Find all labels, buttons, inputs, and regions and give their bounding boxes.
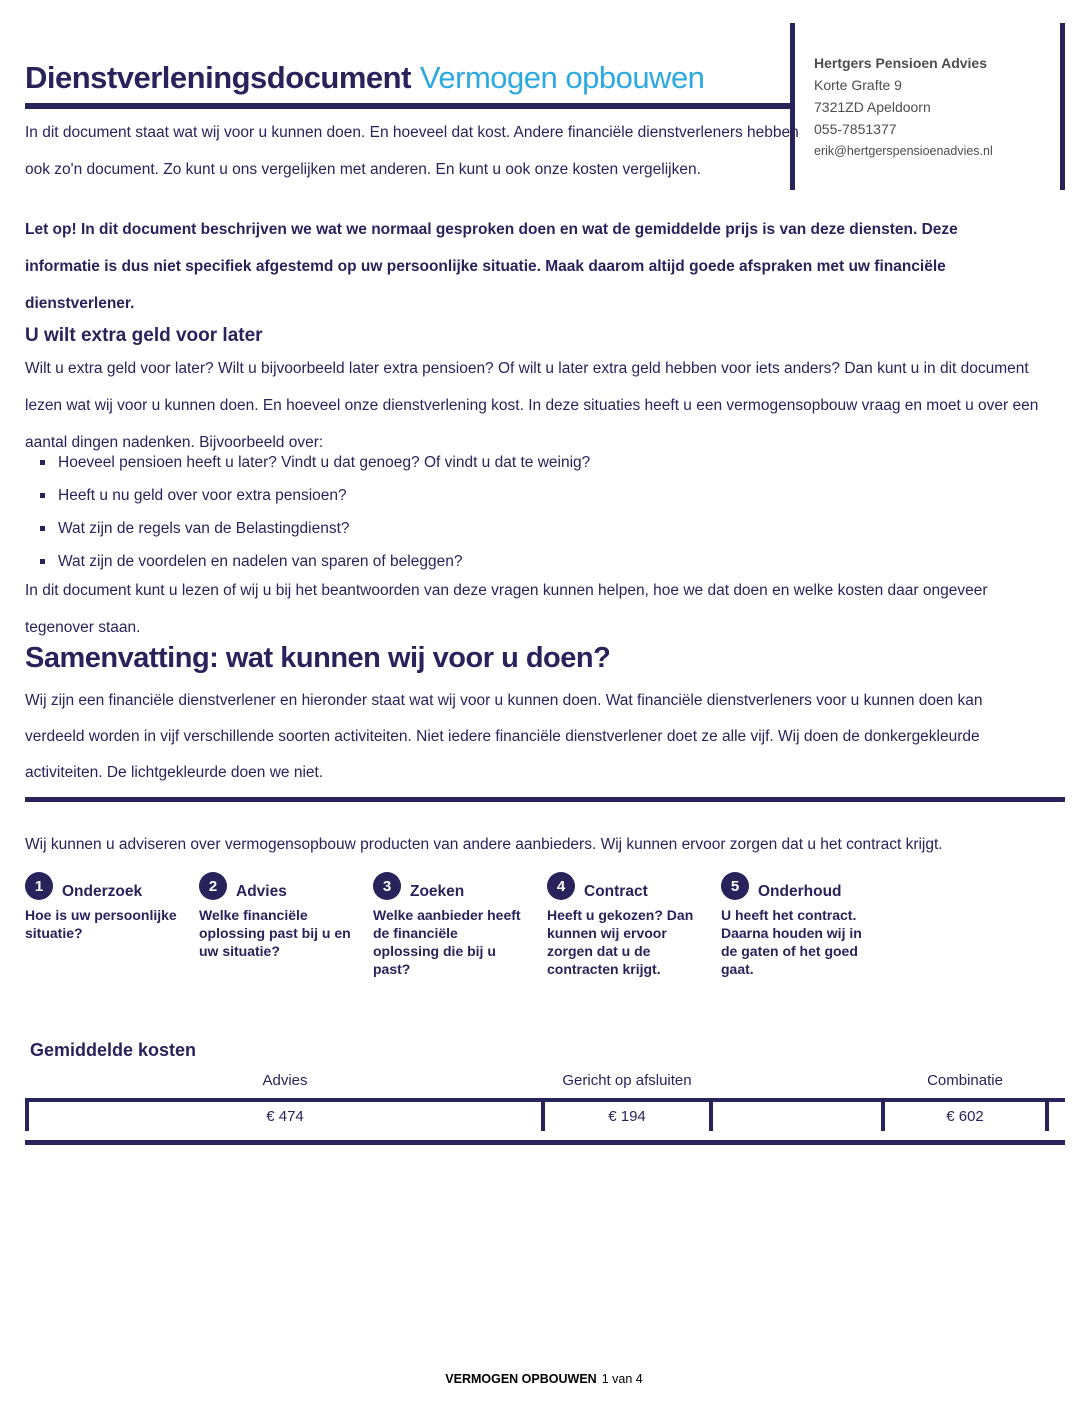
step-description: Heeft u gekozen? Dan kunnen wij ervoor zorgen dat u de contracten krijgt. bbox=[547, 907, 694, 977]
notice-paragraph: Let op! In dit document beschrijven we wat we normaal gesproken doen en wat de gemiddelde prijs is van deze diensten. Deze informatie is dus niet specifiek afgestemd op uw persoonlijke situatie. Maak daarom altijd goede afspraken met uw financiële dienstverlener. bbox=[25, 221, 958, 312]
contact-name: Hertgers Pensioen Advies bbox=[814, 55, 987, 71]
contact-email: erik@hertgerspensioenadvies.nl bbox=[814, 144, 993, 158]
section-closing-extra-geld: In dit document kunt u lezen of wij u bij het beantwoorden van deze vragen kunnen helpen, hoe we dat doen en welke kosten daar ongeveer tegenover staan. bbox=[25, 582, 988, 636]
bullet-icon bbox=[40, 526, 45, 531]
footer-doc-type: VERMOGEN OPBOUWEN bbox=[445, 1372, 597, 1386]
step-description: Welke financiële oplossing past bij u en uw situatie? bbox=[199, 907, 351, 959]
costs-value-afsluiten: € 194 bbox=[545, 1102, 713, 1131]
step-title: Advies bbox=[236, 883, 287, 900]
step-zoeken bbox=[373, 872, 525, 978]
step-title: Contract bbox=[584, 883, 648, 900]
costs-value-combinatie: € 602 bbox=[885, 1102, 1049, 1131]
footer-page-indicator: 1 van 4 bbox=[601, 1372, 643, 1386]
costs-value-advies: € 474 bbox=[29, 1102, 545, 1131]
step-number-badge: 4 bbox=[547, 872, 575, 900]
list-item bbox=[40, 479, 1040, 512]
page-title-main: Dienstverleningsdocument bbox=[25, 60, 411, 95]
costs-heading: Gemiddelde kosten bbox=[30, 1040, 197, 1060]
bullet-text: Wat zijn de regels van de Belastingdienst? bbox=[58, 519, 350, 537]
costs-value-row bbox=[25, 1102, 1065, 1131]
bullet-list bbox=[40, 446, 1040, 578]
contact-box-right-bar bbox=[1060, 23, 1065, 190]
bullet-icon bbox=[40, 559, 45, 564]
step-number-badge: 3 bbox=[373, 872, 401, 900]
costs-table-bottom-border bbox=[25, 1140, 1065, 1145]
costs-header-row bbox=[25, 1072, 1065, 1098]
list-item bbox=[40, 446, 1040, 479]
advise-line: Wij kunnen u adviseren over vermogensopbouw producten van andere aanbieders. Wij kunnen ervoor zorgen dat u het contract krijgt. bbox=[25, 836, 943, 853]
bullet-icon bbox=[40, 460, 45, 465]
contact-info bbox=[814, 52, 1054, 162]
costs-column-header: Combinatie bbox=[927, 1072, 1003, 1089]
costs-column-header: Advies bbox=[262, 1072, 308, 1089]
section-heading-extra-geld: U wilt extra geld voor later bbox=[25, 325, 263, 346]
title-underline bbox=[25, 103, 790, 109]
step-title: Onderhoud bbox=[758, 883, 842, 900]
step-onderzoek bbox=[25, 872, 177, 978]
list-item bbox=[40, 512, 1040, 545]
step-number-badge: 2 bbox=[199, 872, 227, 900]
steps-row bbox=[25, 872, 873, 978]
step-advies bbox=[199, 872, 351, 978]
step-description: U heeft het contract. Daarna houden wij in de gaten of het goed gaat. bbox=[721, 907, 862, 977]
contact-street: Korte Grafte 9 bbox=[814, 77, 902, 93]
step-title: Zoeken bbox=[410, 883, 465, 900]
costs-column-header bbox=[713, 1072, 885, 1098]
costs-table bbox=[25, 1072, 1065, 1145]
bullet-text: Hoeveel pensioen heeft u later? Vindt u dat genoeg? Of vindt u dat te weinig? bbox=[58, 453, 591, 471]
section-divider bbox=[25, 797, 1065, 802]
bullet-text: Wat zijn de voordelen en nadelen van sparen of beleggen? bbox=[58, 552, 463, 570]
step-number-badge: 1 bbox=[25, 872, 53, 900]
costs-value-empty bbox=[713, 1102, 885, 1131]
step-onderhoud bbox=[721, 872, 873, 978]
step-title: Onderzoek bbox=[62, 883, 143, 900]
summary-heading: Samenvatting: wat kunnen wij voor u doen? bbox=[25, 642, 611, 674]
step-number-badge: 5 bbox=[721, 872, 749, 900]
intro-paragraph: In dit document staat wat wij voor u kunnen doen. En hoeveel dat kost. Andere financiële dienstverleners hebben ook zo'n document. Zo kunt u ons vergelijken met anderen. En kunt u ook onze kosten vergelijken. bbox=[25, 124, 799, 178]
section-body-extra-geld: Wilt u extra geld voor later? Wilt u bijvoorbeeld later extra pensioen? Of wilt u later extra geld hebben voor iets anders? Dan kunt u in dit document lezen wat wij voor u kunnen doen. En hoeveel onze dienstverlening kost. In deze situaties heeft u een vermogensopbouw vraag en moet u over een aantal dingen nadenken. Bijvoorbeeld over: bbox=[25, 360, 1039, 451]
page-title-sub: Vermogen opbouwen bbox=[419, 60, 705, 95]
step-contract bbox=[547, 872, 699, 978]
step-description: Hoe is uw persoonlijke situatie? bbox=[25, 907, 177, 941]
page-title bbox=[25, 60, 704, 96]
contact-city: 7321ZD Apeldoorn bbox=[814, 99, 931, 115]
bullet-icon bbox=[40, 493, 45, 498]
page-footer bbox=[0, 1372, 1088, 1386]
step-description: Welke aanbieder heeft de financiële oplossing die bij u past? bbox=[373, 907, 521, 977]
bullet-text: Heeft u nu geld over voor extra pensioen? bbox=[58, 486, 347, 504]
contact-phone: 055-7851377 bbox=[814, 121, 897, 137]
summary-body: Wij zijn een financiële dienstverlener en hieronder staat wat wij voor u kunnen doen. Wat financiële dienstverleners voor u kunnen doen kan verdeeld worden in vijf verschillende soorten activiteiten. Niet iedere financiële dienstverlener doet ze alle vijf. Wij doen de donkergekleurde activiteiten. De lichtgekleurde doen we niet. bbox=[25, 692, 983, 781]
costs-column-header: Gericht op afsluiten bbox=[562, 1072, 692, 1089]
